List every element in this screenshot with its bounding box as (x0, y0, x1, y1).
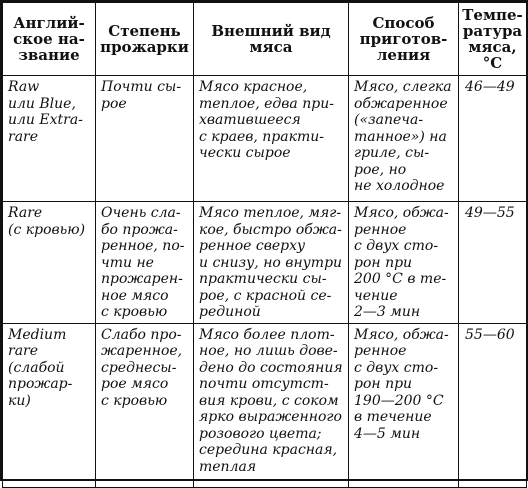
cell-english-name: Rare (с кровью) (3, 202, 96, 324)
cell-meat-temperature: 46—49 (459, 76, 527, 202)
table-row (3, 323, 527, 487)
cell-meat-temperature: 55—60 (459, 323, 527, 487)
cell-cooking-method: Мясо, обжа- ренное с двух сто- рон при 190—200 °C в течение 4—5 мин (349, 323, 459, 487)
cell-doneness-degree: Слабо про- жаренное, среднесы- рое мясо с кровью (96, 323, 194, 487)
cell-meat-appearance: Мясо теплое, мяг- кое, быстро обжа- ренное сверху и снизу, но внутри практически сы- рое, с красной се- рединой (194, 202, 349, 324)
header-doneness-degree: Степень прожарки (96, 3, 194, 76)
table-header-row (3, 3, 527, 76)
header-english-name: Англий- ское на- звание (3, 3, 96, 76)
steak-doneness-table (2, 2, 527, 488)
table-row (3, 76, 527, 202)
cell-cooking-method: Мясо, обжа- ренное с двух сто- рон при 200 °C в те- чение 2—3 мин (349, 202, 459, 324)
cell-meat-temperature: 49—55 (459, 202, 527, 324)
table-row (3, 202, 527, 324)
header-meat-temperature: Темпе- ратура мяса, °C (459, 3, 527, 76)
cell-english-name: Medium rare (слабой прожар- ки) (3, 323, 96, 487)
cell-doneness-degree: Почти сы- рое (96, 76, 194, 202)
header-meat-appearance: Внешний вид мяса (194, 3, 349, 76)
cell-english-name: Raw или Blue, или Extra- rare (3, 76, 96, 202)
header-cooking-method: Способ приготов- ления (349, 3, 459, 76)
cell-meat-appearance: Мясо красное, теплое, едва при- хватившееся с краев, практи- чески сырое (194, 76, 349, 202)
cell-cooking-method: Мясо, слегка обжаренное («запеча- танное») на гриле, сы- рое, но не холодное (349, 76, 459, 202)
cell-doneness-degree: Очень сла- бо прожа- ренное, по- чти не прожарен- ное мясо с кровью (96, 202, 194, 324)
cell-meat-appearance: Мясо более плот- ное, но лишь дове- дено до состояния почти отсутст- вия крови, с соком ярко выраженного розового цвета; середина красная, теплая (194, 323, 349, 487)
